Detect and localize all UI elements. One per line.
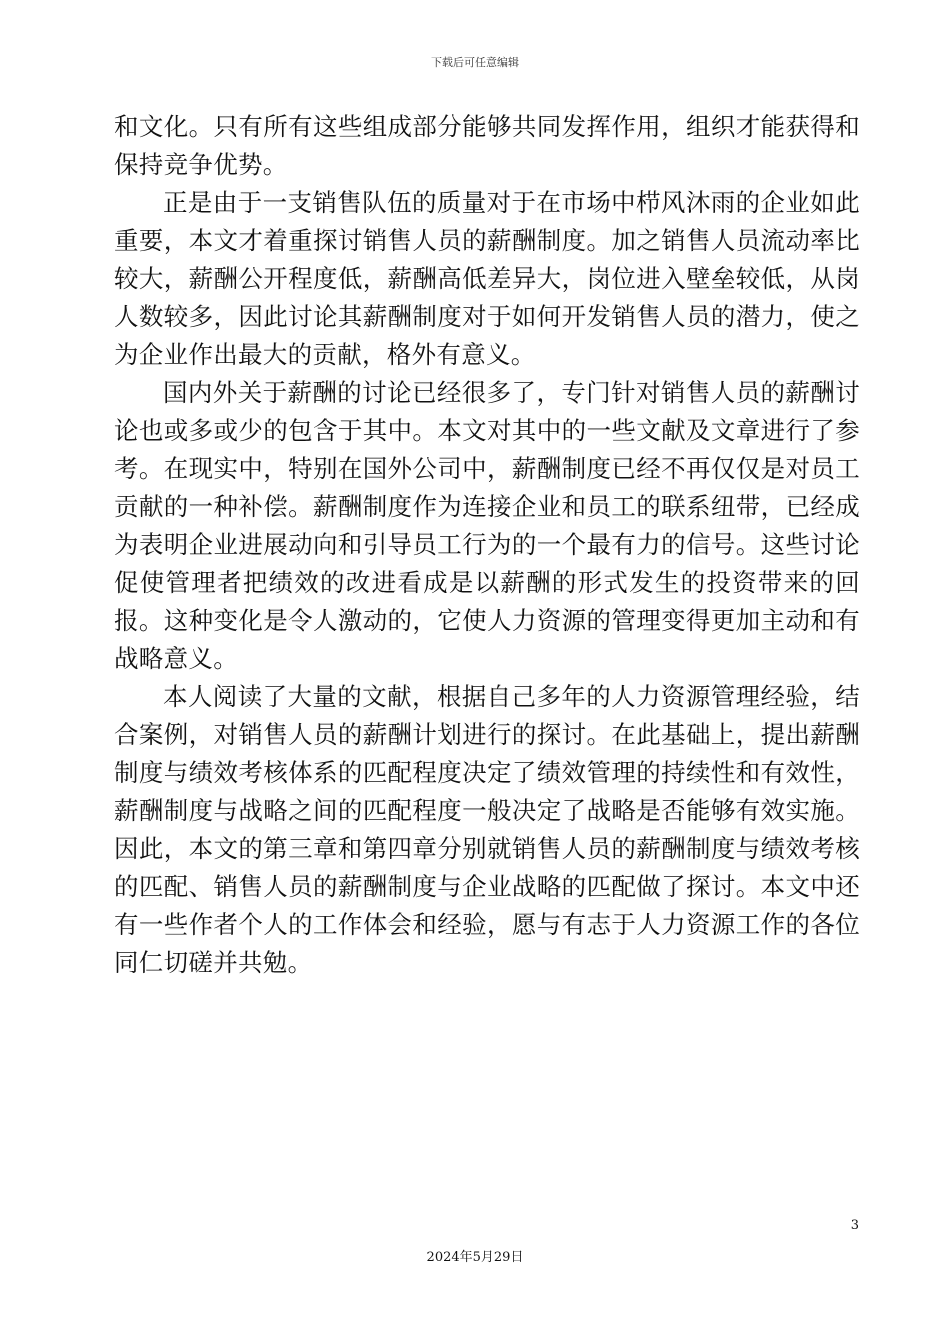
paragraph-2: 正是由于一支销售队伍的质量对于在市场中栉风沐雨的企业如此重要，本文才着重探讨销售人员的薪酬制度。加之销售人员流动率比较大，薪酬公开程度低，薪酬高低差异大，岗位进入壁垒较低，从岗人数较多，因此讨论其薪酬制度对于如何开发销售人员的潜力，使之为企业作出最大的贡献，格外有意义。 — [114, 188, 860, 369]
page-number: 3 — [850, 1218, 859, 1233]
page-header: 下载后可任意编辑 — [431, 56, 519, 69]
paragraph-1: 和文化。只有所有这些组成部分能够共同发挥作用，组织才能获得和保持竞争优势。 — [114, 112, 860, 179]
document-body — [114, 108, 860, 982]
paragraph-4: 本人阅读了大量的文献，根据自己多年的人力资源管理经验，结合案例，对销售人员的薪酬计划进行的探讨。在此基础上，提出薪酬制度与绩效考核体系的匹配程度决定了绩效管理的持续性和有效性，薪酬制度与战略之间的匹配程度一般决定了战略是否能够有效实施。因此，本文的第三章和第四章分别就销售人员的薪酬制度与绩效考核的匹配、销售人员的薪酬制度与企业战略的匹配做了探讨。本文中还有一些作者个人的工作体会和经验，愿与有志于人力资源工作的各位同仁切磋并共勉。 — [114, 682, 860, 977]
page-footer-date: 2024年5月29日 — [426, 1250, 524, 1265]
paragraph-3: 国内外关于薪酬的讨论已经很多了，专门针对销售人员的薪酬讨论也或多或少的包含于其中。本文对其中的一些文献及文章进行了参考。在现实中，特别在国外公司中，薪酬制度已经不再仅仅是对员工贡献的一种补偿。薪酬制度作为连接企业和员工的联系纽带，已经成为表明企业进展动向和引导员工行为的一个最有力的信号。这些讨论促使管理者把绩效的改进看成是以薪酬的形式发生的投资带来的回报。这种变化是令人激动的，它使人力资源的管理变得更加主动和有战略意义。 — [114, 378, 860, 673]
